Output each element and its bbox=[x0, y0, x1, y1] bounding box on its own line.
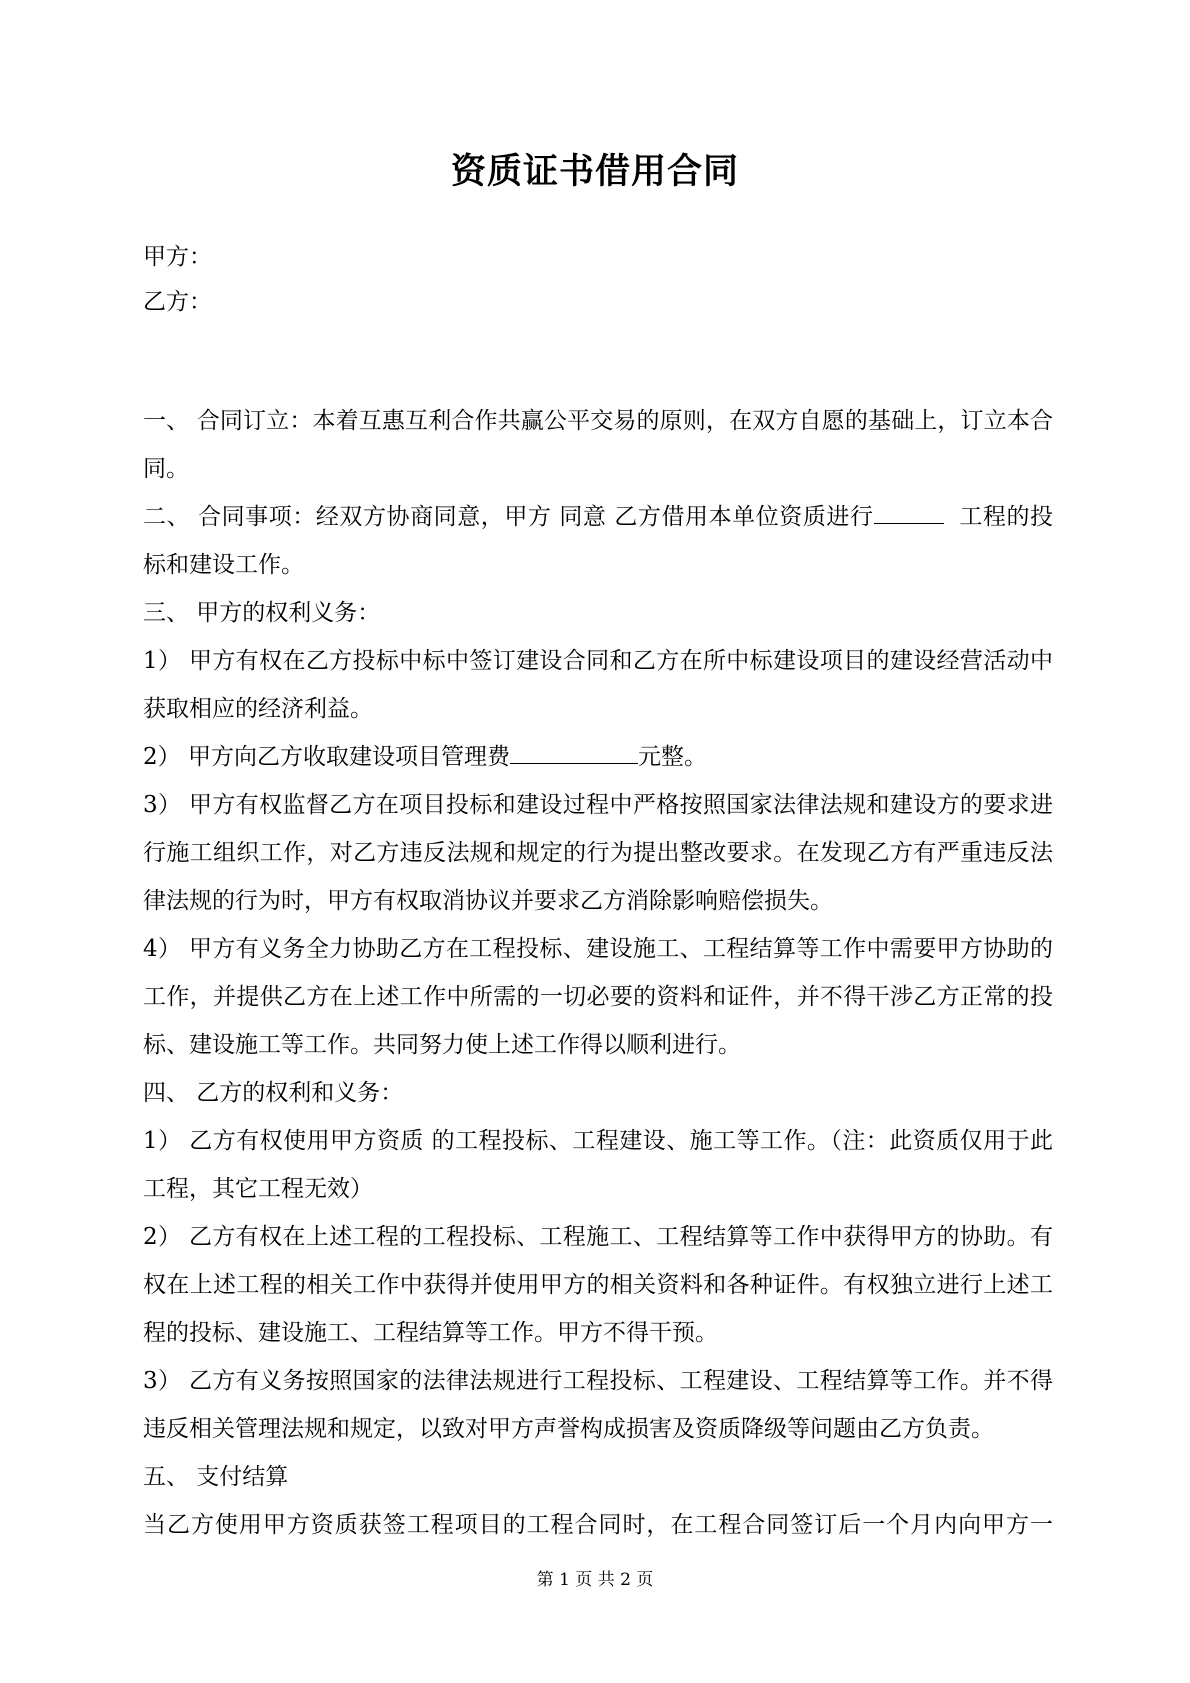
clause-4-item-1: 1） 乙方有权使用甲方资质 的工程投标、工程建设、施工等工作。（注：此资质仅用于此工程，其它工程无效） bbox=[143, 1128, 1053, 1202]
party-b-label: 乙方： bbox=[143, 289, 212, 315]
clause-3-item-2-text-end: 元整。 bbox=[637, 744, 707, 770]
clause-3-item-2 bbox=[143, 733, 1053, 781]
clause-4-item-2: 2） 乙方有权在上述工程的工程投标、工程施工、工程结算等工作中获得甲方的协助。有权在上述工程的相关工作中获得并使用甲方的相关资料和各种证件。有权独立进行上述工程的投标、建设施工、工程结算等工作。甲方不得干预。 bbox=[143, 1224, 1053, 1346]
clause-4-item-3: 3） 乙方有义务按照国家的法律法规进行工程投标、工程建设、工程结算等工作。并不得违反相关管理法规和规定，以致对甲方声誉构成损害及资质降级等问题由乙方负责。 bbox=[143, 1368, 1053, 1442]
clause-3-heading: 三、 甲方的权利义务： bbox=[143, 600, 381, 626]
party-a-label: 甲方： bbox=[143, 244, 212, 270]
management-fee-blank bbox=[510, 739, 638, 764]
clause-2 bbox=[143, 493, 1053, 589]
document-title: 资质证书借用合同 bbox=[450, 152, 739, 192]
clause-5-heading: 五、 支付结算 bbox=[143, 1464, 289, 1490]
project-name-blank bbox=[874, 499, 944, 524]
page-footer: 第 1 页 共 2 页 bbox=[536, 1570, 654, 1590]
clause-2-text: 二、 合同事项：经双方协商同意，甲方 同意 乙方借用本单位资质进行 bbox=[143, 504, 874, 530]
clause-5-text: 当乙方使用甲方资质获签工程项目的工程合同时，在工程合同签订后一个月内向甲方一 bbox=[143, 1512, 1053, 1538]
clause-3-item-3: 3） 甲方有权监督乙方在项目投标和建设过程中严格按照国家法律法规和建设方的要求进行施工组织工作，对乙方违反法规和规定的行为提出整改要求。在发现乙方有严重违反法律法规的行为时，甲方有权取消协议并要求乙方消除影响赔偿损失。 bbox=[143, 792, 1053, 914]
clause-3-item-2-text: 2） 甲方向乙方收取建设项目管理费 bbox=[143, 744, 510, 770]
clause-1: 一、 合同订立：本着互惠互利合作共赢公平交易的原则，在双方自愿的基础上，订立本合同。 bbox=[143, 408, 1053, 482]
clause-2-text-end: 工程的投标和建设工作。 bbox=[143, 504, 1054, 578]
clause-3-item-4: 4） 甲方有义务全力协助乙方在工程投标、建设施工、工程结算等工作中需要甲方协助的工作，并提供乙方在上述工作中所需的一切必要的资料和证件，并不得干涉乙方正常的投标、建设施工等工作。共同努力使上述工作得以顺利进行。 bbox=[143, 936, 1053, 1058]
contract-body bbox=[143, 397, 1053, 1549]
clause-4-heading: 四、 乙方的权利和义务： bbox=[143, 1080, 404, 1106]
clause-3-item-1: 1） 甲方有权在乙方投标中标中签订建设合同和乙方在所中标建设项目的建设经营活动中获取相应的经济利益。 bbox=[143, 648, 1053, 722]
